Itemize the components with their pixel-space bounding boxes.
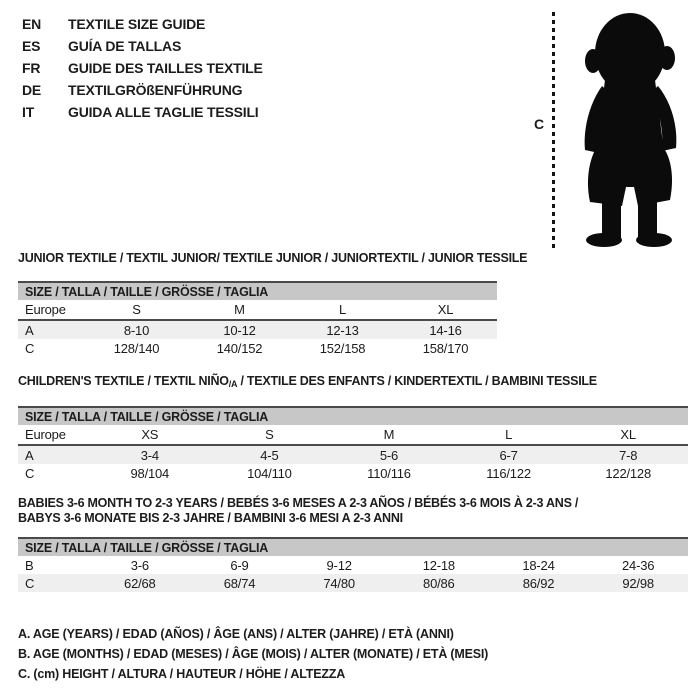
value-cell: 122/128 — [605, 465, 651, 481]
language-title: GUIDE DES TAILLES TEXTILE — [68, 60, 263, 76]
value-cell: 12-13 — [326, 322, 359, 338]
size-cell: XL — [437, 302, 454, 317]
legend-line-c: C. (cm) HEIGHT / ALTURA / HAUTEUR / HÖHE / ALTEZZA — [18, 667, 346, 681]
row-label: Europe — [25, 302, 66, 317]
value-cell: 24-36 — [622, 557, 655, 573]
row-label: Europe — [25, 427, 66, 442]
section-title-line2: BABYS 3-6 MONATE BIS 2-3 JAHRE / BAMBINI 3-6 MESI A 2-3 ANNI — [18, 511, 403, 525]
value-cell: 5-6 — [379, 447, 399, 463]
language-title: TEXTILGRÖßENFÜHRUNG — [68, 82, 243, 98]
value-cell: 9-12 — [326, 557, 352, 573]
value-cell: 14-16 — [429, 322, 462, 338]
row-label: C — [25, 465, 35, 481]
value-cell: 18-24 — [522, 557, 555, 573]
row-label: C — [25, 340, 35, 356]
table-header-label: SIZE / TALLA / TAILLE / GRÖSSE / TAGLIA — [25, 540, 269, 555]
value-cell: 104/110 — [247, 465, 292, 481]
value-cell: 80/86 — [423, 575, 455, 591]
table-row-age — [18, 321, 497, 339]
table-row-height — [18, 464, 688, 482]
language-title: TEXTILE SIZE GUIDE — [68, 16, 206, 32]
children-size-table — [18, 406, 688, 482]
row-label: A — [25, 447, 34, 463]
table-row-height — [18, 339, 497, 357]
value-cell: 8-10 — [123, 322, 150, 338]
row-label: B — [25, 557, 34, 573]
value-cell: 98/104 — [130, 465, 170, 481]
table-header-bar — [18, 281, 497, 300]
language-title: GUÍA DE TALLAS — [68, 38, 182, 54]
value-cell: 3-4 — [140, 447, 159, 463]
value-cell: 128/140 — [113, 340, 160, 356]
value-cell: 62/68 — [124, 575, 156, 591]
figure-panel — [524, 6, 696, 250]
value-cell: 10-12 — [223, 322, 256, 338]
value-cell: 12-18 — [422, 557, 455, 573]
language-code: DE — [22, 82, 42, 98]
section-title: CHILDREN'S TEXTILE / TEXTIL $NIÑO_{/A}$ / TEXTILE DES ENFANTS / KINDERTEXTIL / BAMBINI TESSILE — [18, 374, 597, 389]
size-cell: XS — [141, 427, 159, 442]
height-measure-label: C — [534, 116, 545, 132]
measure-legend — [18, 624, 488, 684]
language-code: ES — [22, 38, 41, 54]
table-header-bar — [18, 537, 688, 556]
value-cell: 152/158 — [319, 340, 366, 356]
legend-line-a: A. AGE (YEARS) / EDAD (AÑOS) / ÂGE (ANS) / ALTER (JAHRE) / ETÀ (ANNI) — [18, 627, 454, 641]
section-babies-textile — [18, 496, 688, 592]
title-subscript: /A — [228, 379, 238, 389]
junior-size-table — [18, 281, 497, 357]
value-cell: 74/80 — [323, 575, 355, 591]
section-junior-textile — [18, 251, 528, 357]
section-title-line1: BABIES 3-6 MONTH TO 2-3 YEARS / BEBÉS 3-6 MESES A 2-3 AÑOS / BÉBÉS 3-6 MOIS À 2-3 ANS / — [18, 496, 579, 510]
language-list — [22, 13, 263, 123]
value-cell: 3-6 — [130, 557, 149, 573]
language-title: GUIDA ALLE TAGLIE TESSILI — [68, 104, 259, 120]
size-cell: L — [338, 302, 347, 317]
table-row-height — [18, 574, 688, 592]
row-label: A — [25, 322, 34, 338]
table-header-bar — [18, 406, 688, 425]
value-cell: 116/122 — [486, 465, 531, 481]
language-row-fr — [22, 57, 263, 79]
value-cell: 110/116 — [367, 465, 411, 481]
section-title: JUNIOR TEXTILE / TEXTIL JUNIOR/ TEXTILE JUNIOR / JUNIORTEXTIL / JUNIOR TESSILE — [18, 251, 528, 265]
table-row-sizes — [18, 425, 688, 446]
size-cell: S — [132, 302, 141, 317]
value-cell: 92/98 — [622, 575, 654, 591]
table-header-label: SIZE / TALLA / TAILLE / GRÖSSE / TAGLIA — [25, 409, 269, 424]
language-code: EN — [22, 16, 42, 32]
size-cell: S — [265, 427, 274, 442]
legend-line-b: B. AGE (MONTHS) / EDAD (MESES) / ÂGE (MOIS) / ALTER (MONATE) / ETÀ (MESI) — [18, 647, 489, 661]
value-cell: 86/92 — [522, 575, 555, 591]
language-row-de — [22, 79, 263, 101]
size-cell: M — [234, 302, 245, 317]
value-cell: 158/170 — [422, 340, 469, 356]
language-row-es — [22, 35, 263, 57]
size-cell: L — [505, 427, 513, 442]
babies-size-table — [18, 537, 688, 592]
baby-silhouette-icon — [564, 8, 696, 250]
value-cell: 68/74 — [223, 575, 256, 591]
size-cell: M — [383, 427, 395, 442]
language-code: FR — [22, 60, 41, 76]
row-label: C — [25, 575, 35, 591]
value-cell: 7-8 — [619, 447, 638, 463]
section-childrens-textile — [18, 374, 688, 482]
table-row-months — [18, 556, 688, 574]
value-cell: 4-5 — [260, 447, 279, 463]
value-cell: 6-9 — [230, 557, 249, 573]
value-cell: 6-7 — [499, 447, 518, 463]
value-cell: 140/152 — [216, 340, 263, 356]
language-row-en — [22, 13, 263, 35]
table-row-sizes — [18, 300, 497, 321]
table-row-age — [18, 446, 688, 464]
height-measure-dotted-line — [552, 12, 555, 249]
language-code: IT — [22, 104, 35, 120]
table-header-label: SIZE / TALLA / TAILLE / GRÖSSE / TAGLIA — [25, 284, 269, 299]
language-row-it — [22, 101, 263, 123]
size-cell: XL — [620, 427, 636, 442]
